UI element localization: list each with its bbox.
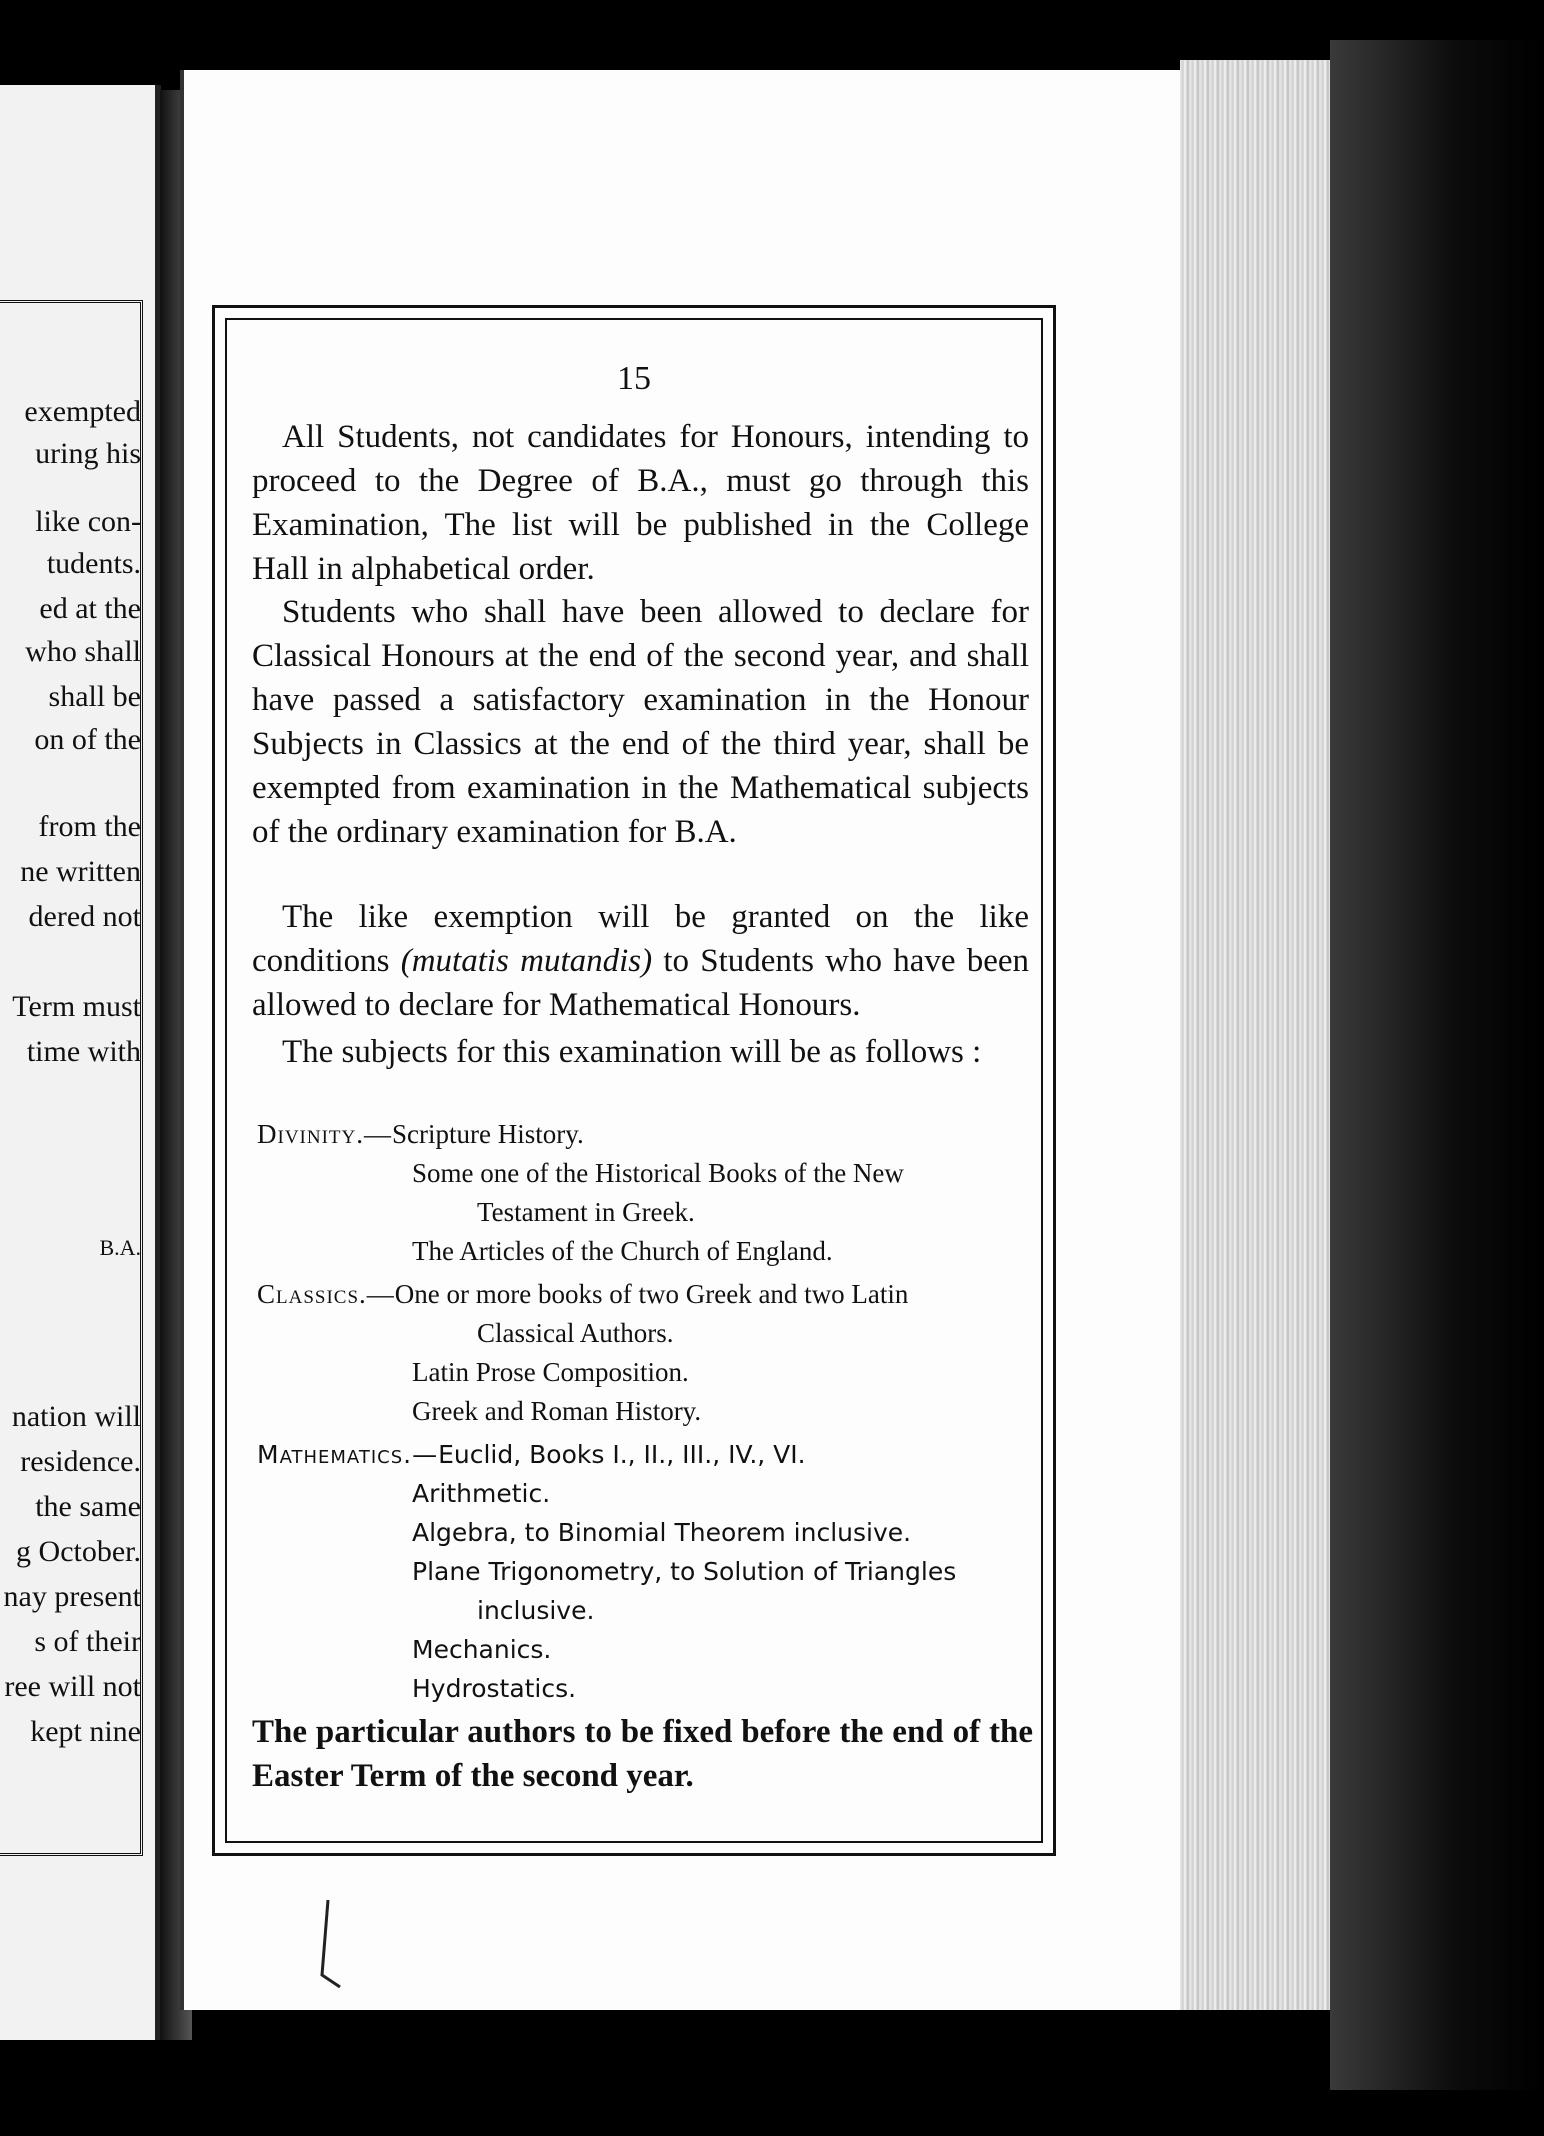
mathematics-item: Hydrostatics. <box>412 1674 577 1703</box>
classics-label: Classics.— <box>257 1279 395 1309</box>
divinity-label: Divinity.— <box>257 1119 392 1149</box>
mathematics-item: Plane Trigonometry, to Solution of Triangles <box>412 1557 957 1586</box>
page-edges <box>1180 60 1330 2010</box>
classics-item: Classical Authors. <box>477 1318 674 1348</box>
mathematics-label: Mathematics.— <box>257 1440 439 1469</box>
left-line: from the <box>38 810 141 843</box>
mathematics-item: Arithmetic. <box>412 1479 551 1508</box>
left-line: B.A. <box>99 1235 141 1260</box>
pencil-mark <box>310 1895 350 1995</box>
classics-item: One or more books of two Greek and two Latin <box>394 1279 909 1309</box>
left-line: ree will not <box>4 1670 141 1703</box>
paragraph-4-text: The subjects for this examination will be as follows : <box>282 1034 982 1070</box>
divinity-item: The Articles of the Church of England. <box>412 1236 833 1266</box>
previous-page <box>0 85 161 2040</box>
paragraph-1-text: All Students, not candidates for Honours, intending to proceed to the Degree of B.A., must go through this Examination, The list will be published in the College Hall in alphabetical order. <box>252 419 1029 587</box>
left-line: on of the <box>34 723 141 756</box>
mathematics-item: Algebra, to Binomial Theorem inclusive. <box>412 1518 912 1547</box>
left-line: nation will <box>11 1400 141 1433</box>
left-line: kept nine <box>30 1715 141 1748</box>
left-line: like con- <box>35 505 141 538</box>
paragraph-3-text-end: to Students who have been allowed to declare for Mathematical Honours. <box>252 943 1030 1023</box>
page-number: 15 <box>617 360 651 397</box>
mathematics-item: Mechanics. <box>412 1635 552 1664</box>
divinity-item: Scripture History. <box>392 1119 584 1149</box>
classics-section <box>257 1275 1031 1431</box>
left-line: g October. <box>16 1535 141 1568</box>
latin-phrase: (mutatis mutandis) <box>400 943 653 979</box>
divinity-item: Some one of the Historical Books of the New <box>412 1158 904 1188</box>
paragraph-2-text: Students who shall have been allowed to declare for Classical Honours at the end of the second year, and shall have passed a satisfactory examination in the Honour Subjects in Classics at the end of the third year, shall be exempted from examination in the Mathematical subjects of the ordinary examination for B.A. <box>252 594 1029 850</box>
left-line: s of their <box>34 1625 141 1658</box>
book-edge-shadow <box>1330 40 1544 2090</box>
mathematics-item: inclusive. <box>477 1596 595 1625</box>
divinity-item: Testament in Greek. <box>477 1197 695 1227</box>
text-frame <box>212 305 1056 1856</box>
left-line: ne written <box>20 855 141 888</box>
paragraph-3-text: The like exemption will be granted on the like conditions <box>252 899 1029 979</box>
left-line: the same <box>35 1490 141 1523</box>
left-line: time with <box>26 1035 141 1068</box>
divinity-section <box>257 1115 1031 1271</box>
left-line: dered not <box>28 900 141 933</box>
mathematics-item: Euclid, Books I., II., III., IV., VI. <box>438 1440 806 1469</box>
footnote-text: The particular authors to be fixed before the end of the Easter Term of the second year. <box>252 1714 1033 1794</box>
left-line: residence. <box>20 1445 141 1478</box>
left-line: uring his <box>35 437 141 470</box>
footnote <box>252 1710 1033 1798</box>
paragraph-4 <box>252 1030 1029 1074</box>
left-line: nay present <box>3 1580 141 1613</box>
left-line: Term must <box>12 990 141 1023</box>
paragraph-2 <box>252 590 1029 854</box>
left-line: tudents. <box>46 547 141 580</box>
paragraph-1 <box>252 415 1029 591</box>
left-line: shall be <box>48 680 141 713</box>
classics-item: Greek and Roman History. <box>412 1396 702 1426</box>
left-line: ed at the <box>39 592 141 625</box>
text-frame-inner <box>225 318 1043 1843</box>
mathematics-section <box>257 1435 1031 1708</box>
classics-item: Latin Prose Composition. <box>412 1357 689 1387</box>
left-line: exempted <box>24 395 141 428</box>
paragraph-3 <box>252 895 1029 1027</box>
left-line: who shall <box>25 635 141 668</box>
